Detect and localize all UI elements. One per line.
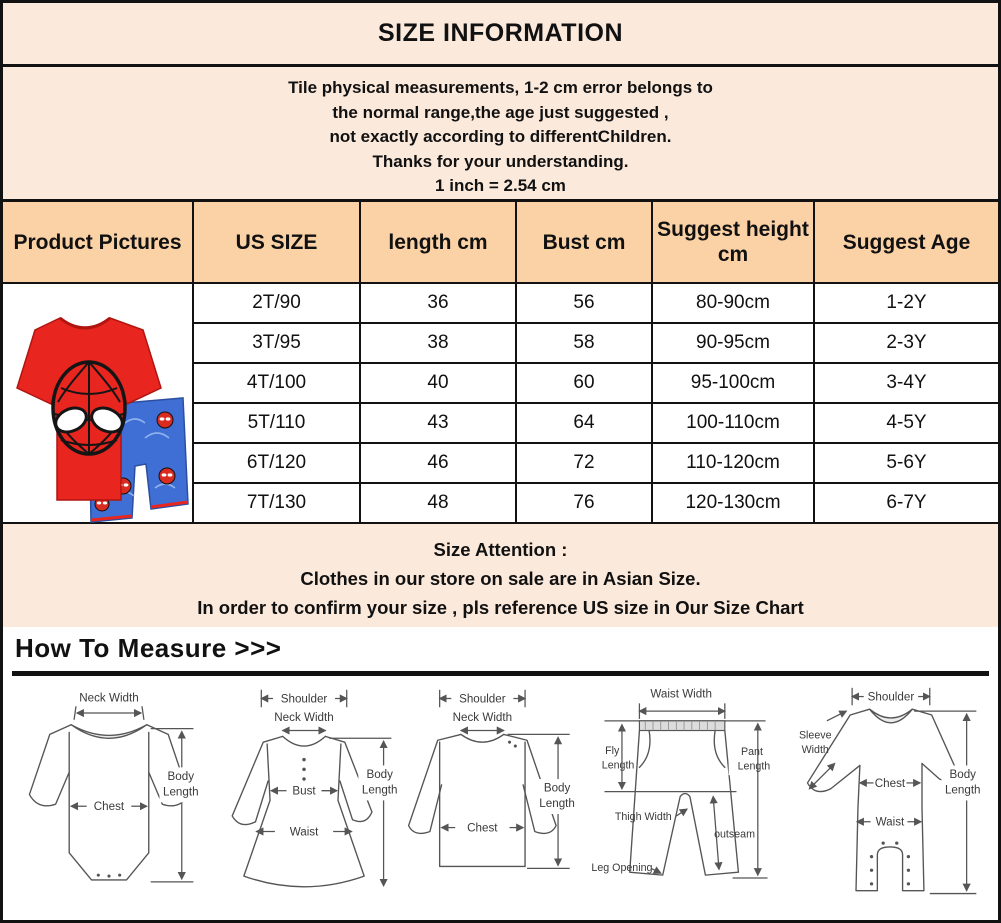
bust-value: 56 (517, 284, 653, 324)
bodysuit-measure-diagram (12, 682, 205, 912)
body-length-label: Body (366, 768, 393, 782)
shoulder-label: Shoulder (458, 692, 506, 706)
age-value: 3-4Y (815, 364, 998, 404)
length-value: 43 (361, 404, 517, 444)
col-header-us-size: US SIZE (194, 202, 361, 284)
chest-label: Chest (466, 821, 498, 835)
length-value: 40 (361, 364, 517, 404)
us-size-value: 5T/110 (194, 404, 361, 444)
us-size-value: 2T/90 (194, 284, 361, 324)
bust-value: 60 (517, 364, 653, 404)
svg-text:Length: Length (538, 797, 575, 811)
fly-length-label: Fly (605, 744, 620, 757)
svg-text:Length: Length (602, 759, 635, 772)
outseam-label: outseam (714, 828, 756, 841)
notice-line: the normal range,the age just suggested , (332, 102, 669, 122)
svg-text:Width: Width (801, 743, 829, 756)
bust-value: 76 (517, 484, 653, 524)
col-header-bust-cm: Bust cm (517, 202, 653, 284)
thigh-width-label: Thigh Width (615, 810, 672, 823)
page-title: SIZE INFORMATION (3, 3, 998, 67)
bust-value: 58 (517, 324, 653, 364)
waist-label: Waist (875, 815, 905, 829)
dress-measure-diagram (208, 682, 401, 912)
us-size-value: 4T/100 (194, 364, 361, 404)
dress-outline (232, 736, 372, 886)
attention-line: Clothes in our store on sale are in Asian Size. (300, 568, 701, 589)
measure-diagrams (12, 682, 989, 912)
svg-text:Length: Length (737, 760, 771, 773)
bust-label: Bust (292, 784, 316, 798)
notice-line: Tile physical measurements, 1-2 cm error belongs to (288, 78, 713, 97)
height-value: 100-110cm (653, 404, 815, 444)
shirt-measure-diagram (404, 682, 584, 912)
attention-line: Size Attention : (433, 539, 568, 560)
length-value: 46 (361, 444, 517, 484)
col-header-suggest-height: Suggest height cm (653, 202, 815, 284)
leg-opening-label: Leg Opening (591, 862, 653, 875)
measurement-notice (3, 67, 998, 202)
svg-text:Length: Length (361, 783, 398, 797)
height-value: 110-120cm (653, 444, 815, 484)
shoulder-label: Shoulder (867, 690, 915, 704)
product-picture-cell (3, 284, 194, 524)
us-size-value: 3T/95 (194, 324, 361, 364)
col-header-length-cm: length cm (361, 202, 517, 284)
notice-line: Thanks for your understanding. (372, 151, 629, 171)
shoulder-label: Shoulder (280, 692, 328, 706)
waist-width-label: Waist Width (650, 687, 713, 701)
age-value: 2-3Y (815, 324, 998, 364)
us-size-value: 7T/130 (194, 484, 361, 524)
snap-dots (870, 841, 910, 885)
shirt-outline (408, 734, 556, 866)
height-value: 80-90cm (653, 284, 815, 324)
notice-line: 1 inch = 2.54 cm (435, 176, 566, 195)
col-header-suggest-age: Suggest Age (815, 202, 998, 284)
bust-value: 64 (517, 404, 653, 444)
notice-line: not exactly according to differentChildren. (329, 127, 672, 146)
size-table (3, 202, 998, 524)
age-value: 5-6Y (815, 444, 998, 484)
neck-width-label: Neck Width (79, 691, 139, 705)
body-length-label: Body (949, 768, 977, 782)
col-header-product-pictures: Product Pictures (3, 202, 194, 284)
romper-measure-diagram (789, 682, 989, 912)
svg-text:Length: Length (944, 783, 981, 797)
size-attention-note (3, 524, 998, 627)
height-value: 95-100cm (653, 364, 815, 404)
height-value: 90-95cm (653, 324, 815, 364)
pants-measure-diagram (586, 682, 786, 912)
divider-rule (12, 671, 989, 676)
length-value: 48 (361, 484, 517, 524)
sleeve-width-label: Sleeve (798, 729, 832, 742)
pant-length-label: Pant (741, 745, 764, 758)
attention-line: In order to confirm your size , pls reference US size in Our Size Chart (197, 597, 804, 618)
neck-width-label: Neck Width (274, 710, 334, 724)
bust-value: 72 (517, 444, 653, 484)
length-value: 36 (361, 284, 517, 324)
age-value: 4-5Y (815, 404, 998, 444)
chest-label: Chest (93, 800, 125, 814)
age-value: 6-7Y (815, 484, 998, 524)
neck-width-label: Neck Width (452, 710, 512, 724)
body-length-label: Body (167, 770, 195, 784)
how-to-measure-section (3, 627, 998, 920)
chest-label: Chest (874, 776, 906, 790)
spiderman-pajama-set-image (5, 248, 190, 558)
age-value: 1-2Y (815, 284, 998, 324)
svg-text:Length: Length (163, 785, 199, 799)
length-value: 38 (361, 324, 517, 364)
waist-label: Waist (289, 825, 319, 839)
us-size-value: 6T/120 (194, 444, 361, 484)
height-value: 120-130cm (653, 484, 815, 524)
how-to-measure-title: How To Measure >>> (15, 633, 282, 663)
body-length-label: Body (543, 781, 570, 795)
pants-outline (630, 731, 739, 876)
